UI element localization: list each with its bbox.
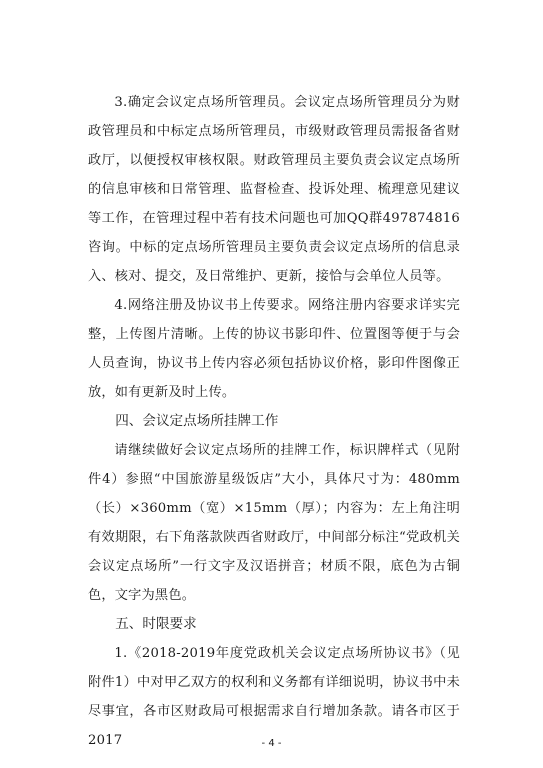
- section-heading-deadline: 五、时限要求: [115, 616, 197, 632]
- paragraph-signage: 请继续做好会议定点场所的挂牌工作，标识牌样式（见附件4）参照“中国旅游星级饭店”大小，具体尺寸为：480mm（长）×360mm（宽）×15mm（厚）；内容为：左上角注明有效期限，右下角落款陕西省财政厅，中间部分标注“党政机关会议定点场所”一行文字及汉语拼音；材质不限，底色为古铜色，文字为黑色。: [88, 443, 460, 603]
- paragraph-registration: 4.网络注册及协议书上传要求。网络注册内容要求详实完整，上传图片清晰。上传的协议书影印件、位置图等便于与会人员查询，协议书上传内容必须包括协议价格，影印件图像正放，如有更新及时上传。: [88, 298, 460, 400]
- paragraph-administrator: 3.确定会议定点场所管理员。会议定点场所管理员分为财政管理员和中标定点场所管理员，市级财政管理员需报备省财政厅，以便授权审核权限。财政管理员主要负责会议定点场所的信息审核和日常管理、监督检查、投诉处理、梳理意见建议等工作，在管理过程中若有技术问题也可加QQ群497874816咨询。中标的定点场所管理员主要负责会议定点场所的信息录入、核对、提交，及日常维护、更新，接恰与会单位人员等。: [88, 95, 460, 284]
- section-heading-signage: 四、会议定点场所挂牌工作: [115, 413, 279, 429]
- paragraph-agreement: 1.《2018-2019年度党政机关会议定点场所协议书》（见附件1）中对甲乙双方的权利和义务都有详细说明，协议书中未尽事宜，各市区财政局可根据需求自行增加条款。请各市区于2017: [88, 646, 460, 748]
- document-body: [88, 88, 460, 755]
- page-number: - 4 -: [261, 738, 282, 749]
